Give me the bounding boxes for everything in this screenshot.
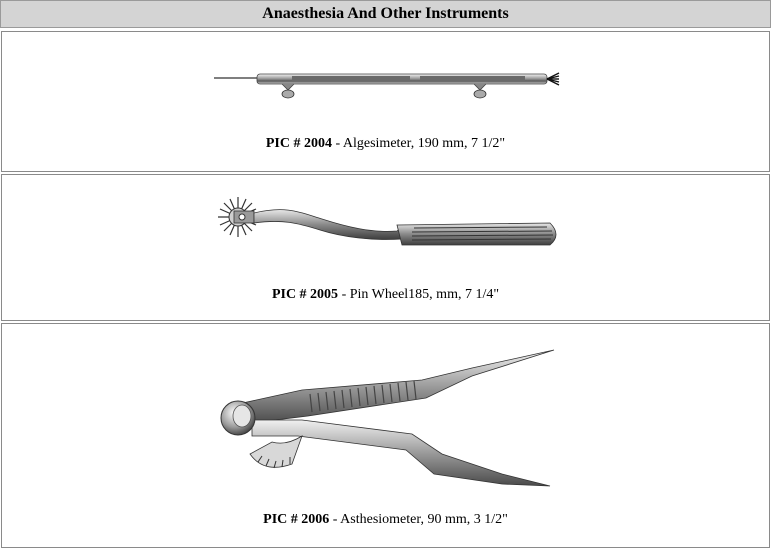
pic-number: PIC # 2004 [265,136,332,151]
caption-2006 [2,512,769,528]
asthesiometer-image[interactable] [2,324,771,494]
item-description: - Asthesiometer, 90 mm, 3 1/2" [329,512,508,527]
item-description: - Pin Wheel185, mm, 7 1/4" [338,287,500,302]
caption-2005 [2,287,769,303]
algesimeter-image[interactable] [2,32,771,112]
pic-number: PIC # 2005 [271,287,339,302]
pin-wheel-image[interactable] [2,175,771,275]
section-title: Anaesthesia And Other Instruments [262,5,509,22]
pic-number: PIC # 2006 [263,512,330,527]
item-description: - Algesimeter, 190 mm, 7 1/2" [331,136,506,151]
product-panel-2005 [1,174,770,321]
section-header [0,0,771,28]
caption-2004 [2,136,769,152]
product-panel-2006 [1,323,770,548]
product-panel-2004 [1,31,770,172]
